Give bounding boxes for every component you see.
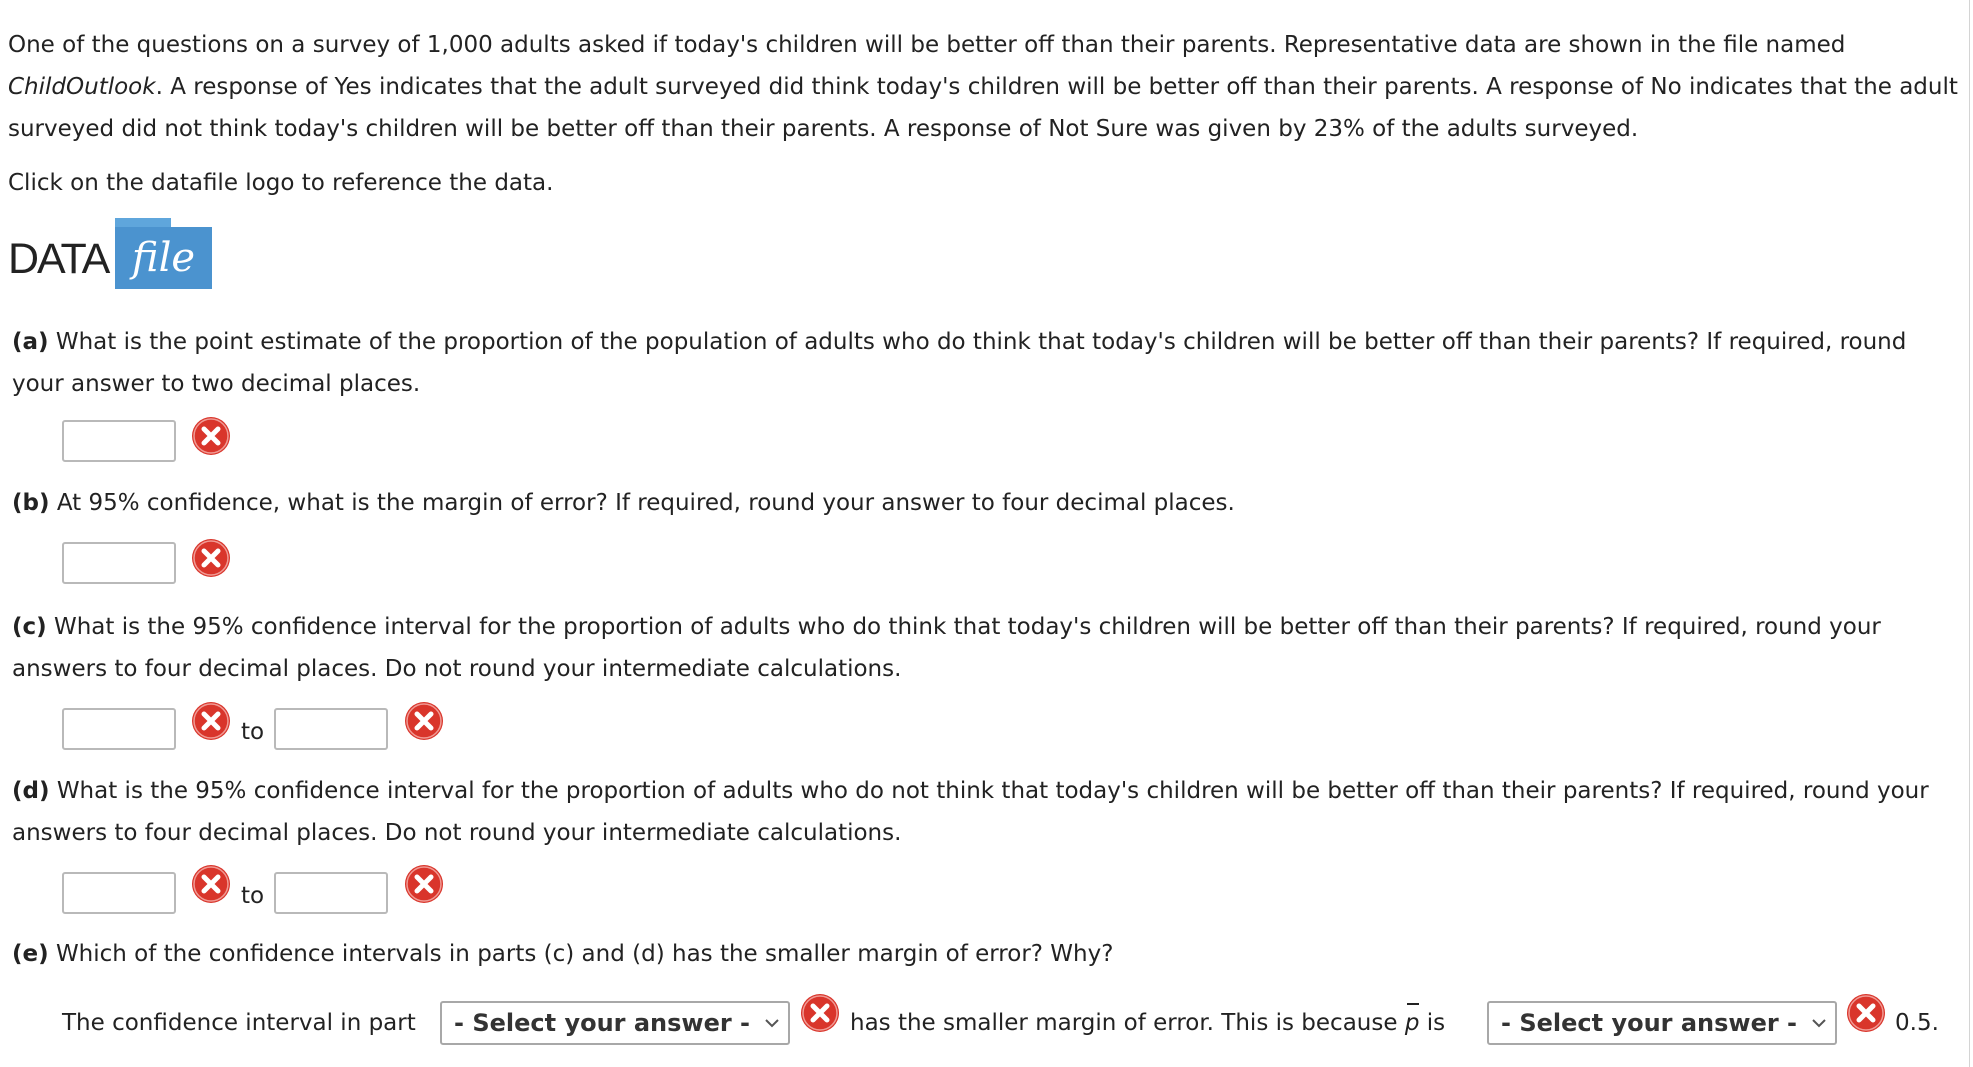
question-a (12, 321, 1952, 405)
intro-text-rest: . A response of Yes indicates that the adult surveyed did think today's children will be better off than their parents. A response of No indicates that the adult surveyed did not think today's children will be better off than their parents. A response of Not Sure was given by 23% of the adults surveyed. (8, 74, 1958, 142)
question-a-text: What is the point estimate of the proportion of the population of adults who do think that today's children will be better off than their parents? If required, round your answer to two decimal places. (12, 329, 1907, 397)
question-b (12, 482, 1952, 524)
question-c (12, 606, 1952, 690)
question-e-label: (e) (12, 941, 49, 967)
part-e-suffix: 0.5. (1895, 1010, 1939, 1036)
chevron-down-icon (1811, 1015, 1827, 1031)
part-e-middle-text: has the smaller margin of error. This is because (850, 1010, 1398, 1036)
datafile-name: ChildOutlook (8, 74, 156, 100)
question-d-text: What is the 95% confidence interval for the proportion of adults who do not think that today's children will be better off than their parents? If required, round your answers to four decimal places. Do not round your intermediate calculations. (12, 778, 1929, 846)
question-c-text: What is the 95% confidence interval for the proportion of adults who do think that today's children will be better off than their parents? If required, round your answers to four decimal places. Do not round your intermediate calculations. (12, 614, 1881, 682)
datafile-logo[interactable] (8, 218, 208, 290)
question-d (12, 770, 1952, 854)
instruction-text: Click on the datafile logo to reference the data. (8, 170, 554, 196)
page-right-border (1969, 0, 1970, 1067)
comparison-dropdown[interactable] (1487, 1001, 1837, 1045)
question-b-text: At 95% confidence, what is the margin of error? If required, round your answer to four decimal places. (56, 490, 1235, 516)
answer-d-lower-input[interactable] (62, 872, 176, 914)
interval-separator: to (241, 883, 265, 909)
p-bar-symbol: p (1404, 1010, 1420, 1036)
answer-a-input[interactable] (62, 420, 176, 462)
question-d-label: (d) (12, 778, 50, 804)
part-e-prefix: The confidence interval in part (62, 1010, 416, 1036)
interval-separator: to (241, 719, 265, 745)
question-e (12, 933, 1952, 975)
answer-c-upper-input[interactable] (274, 708, 388, 750)
incorrect-icon (191, 538, 231, 578)
question-c-label: (c) (12, 614, 47, 640)
intro-text: One of the questions on a survey of 1,000 adults asked if today's children will be better off than their parents. Representative data are shown in the file named (8, 32, 1846, 58)
answer-b-input[interactable] (62, 542, 176, 584)
answer-c-lower-input[interactable] (62, 708, 176, 750)
incorrect-icon (404, 864, 444, 904)
incorrect-icon (191, 701, 231, 741)
intro-paragraph (8, 24, 1963, 150)
chevron-down-icon (764, 1015, 780, 1031)
question-b-label: (b) (12, 490, 50, 516)
incorrect-icon (1846, 993, 1886, 1033)
comparison-selected: - Select your answer - (1501, 1009, 1798, 1037)
question-a-label: (a) (12, 329, 49, 355)
logo-file-text: file (115, 227, 212, 289)
incorrect-icon (800, 993, 840, 1033)
incorrect-icon (191, 864, 231, 904)
logo-data-text: DATA (8, 235, 109, 283)
part-choice-dropdown[interactable] (440, 1001, 790, 1045)
question-e-text: Which of the confidence intervals in parts (c) and (d) has the smaller margin of error? Why? (55, 941, 1114, 967)
incorrect-icon (191, 416, 231, 456)
part-choice-selected: - Select your answer - (454, 1009, 751, 1037)
incorrect-icon (404, 701, 444, 741)
answer-d-upper-input[interactable] (274, 872, 388, 914)
part-e-middle (850, 1008, 1445, 1038)
part-e-is-word: is (1426, 1010, 1446, 1036)
